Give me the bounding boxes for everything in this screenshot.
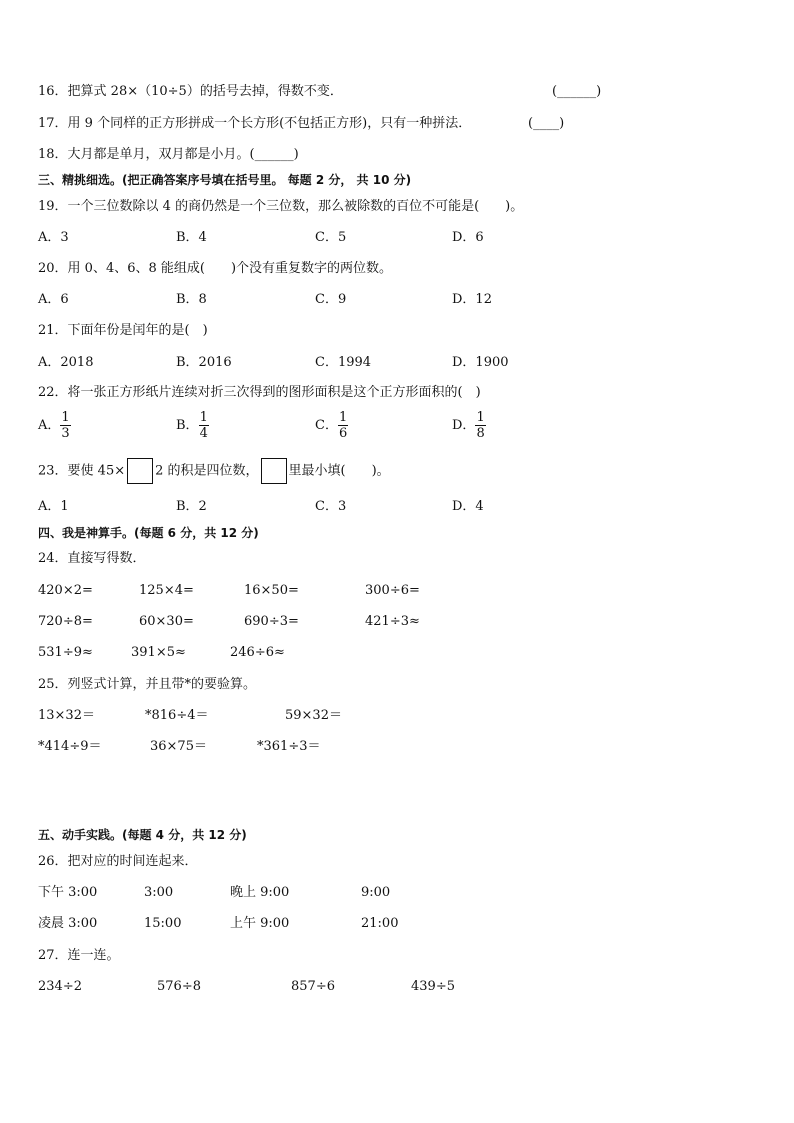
option-20-c[interactable]: C．9: [315, 292, 347, 307]
option-23-a[interactable]: A．1: [38, 499, 69, 514]
match-item[interactable]: 439÷5: [411, 979, 455, 994]
calc-item: 246÷6≈: [230, 645, 285, 660]
question-23-text-3: 里最小填( )。: [288, 463, 390, 479]
match-item[interactable]: 234÷2: [38, 979, 82, 994]
question-27: 27．连一连。: [38, 948, 120, 963]
time-item[interactable]: 9:00: [361, 885, 391, 900]
answer-box[interactable]: [261, 458, 287, 484]
calc-item: 420×2=: [38, 583, 93, 598]
time-item[interactable]: 下午 3:00: [38, 885, 98, 900]
question-25: 25．列竖式计算，并且带*的要验算。: [38, 677, 257, 692]
option-20-a[interactable]: A．6: [38, 292, 69, 307]
option-21-a[interactable]: A．2018: [38, 355, 94, 370]
time-item[interactable]: 15:00: [144, 916, 182, 931]
fraction-denominator: 3: [61, 426, 70, 441]
calc-item: 125×4=: [139, 583, 194, 598]
option-21-d[interactable]: D．1900: [452, 355, 509, 370]
fraction: [338, 410, 348, 441]
calc-item: 531÷9≈: [38, 645, 93, 660]
option-label: A．: [38, 418, 61, 433]
option-19-a[interactable]: A．3: [38, 230, 69, 245]
calc-item: 391×5≈: [131, 645, 186, 660]
calc-item: 720÷8=: [38, 614, 93, 629]
option-21-c[interactable]: C．1994: [315, 355, 372, 370]
question-18: 18．大月都是单月，双月都是小月。(______): [38, 147, 299, 162]
question-23-text-1: 23．要使 45×: [38, 463, 126, 479]
question-20: 20．用 0、4、6、8 能组成( )个没有重复数字的两位数。: [38, 261, 393, 276]
time-item[interactable]: 凌晨 3:00: [38, 916, 98, 931]
option-19-c[interactable]: C．5: [315, 230, 347, 245]
match-item[interactable]: 857÷6: [291, 979, 335, 994]
option-22-a[interactable]: [38, 410, 71, 441]
question-17: 17．用 9 个同样的正方形拼成一个长方形(不包括正方形)，只有一种拼法．: [38, 116, 472, 131]
option-21-b[interactable]: B．2016: [176, 355, 232, 370]
fraction-denominator: 6: [338, 426, 348, 441]
option-label: B．: [176, 418, 199, 433]
calc-item: 690÷3=: [244, 614, 299, 629]
option-22-d[interactable]: [452, 410, 486, 441]
time-item[interactable]: 晚上 9:00: [230, 885, 290, 900]
question-24: 24．直接写得数．: [38, 551, 146, 566]
fraction-denominator: 8: [476, 426, 485, 441]
option-19-b[interactable]: B．4: [176, 230, 207, 245]
time-item[interactable]: 21:00: [361, 916, 399, 931]
section-heading-5: 五、动手实践。(每题 4 分，共 12 分): [38, 828, 247, 842]
question-23-text-2: 2 的积是四位数，: [155, 463, 259, 479]
option-label: D．: [452, 418, 476, 433]
option-23-d[interactable]: D．4: [452, 499, 484, 514]
section-heading-3: 三、精挑细选。(把正确答案序号填在括号里。 每题 2 分， 共 10 分): [38, 173, 412, 187]
calc-item: 60×30=: [139, 614, 194, 629]
option-label: C．: [315, 418, 338, 433]
fraction: [60, 410, 70, 441]
match-item[interactable]: 576÷8: [157, 979, 201, 994]
question-21: 21．下面年份是闰年的是( ): [38, 323, 208, 338]
calc-item: 13×32＝: [38, 708, 95, 723]
fraction-numerator: 1: [338, 410, 348, 425]
option-20-b[interactable]: B．8: [176, 292, 207, 307]
answer-box[interactable]: [127, 458, 153, 484]
question-19: 19．一个三位数除以 4 的商仍然是一个三位数，那么被除数的百位不可能是( )。: [38, 199, 524, 214]
option-19-d[interactable]: D．6: [452, 230, 484, 245]
option-20-d[interactable]: D．12: [452, 292, 492, 307]
answer-blank-17[interactable]: (____): [528, 116, 565, 131]
calc-item: 300÷6=: [365, 583, 420, 598]
answer-blank-16[interactable]: (______): [552, 84, 602, 99]
option-23-c[interactable]: C．3: [315, 499, 347, 514]
question-26: 26．把对应的时间连起来．: [38, 854, 198, 869]
calc-item: 36×75＝: [150, 739, 207, 754]
fraction: [199, 410, 209, 441]
calc-item: 59×32＝: [285, 708, 342, 723]
calc-item: 421÷3≈: [365, 614, 420, 629]
section-heading-4: 四、我是神算手。(每题 6 分，共 12 分): [38, 526, 259, 540]
question-23: [38, 458, 390, 485]
option-22-c[interactable]: [315, 410, 348, 441]
fraction: [475, 410, 485, 441]
question-22: 22．将一张正方形纸片连续对折三次得到的图形面积是这个正方形面积的( ): [38, 385, 481, 400]
calc-item: *361÷3＝: [257, 739, 321, 754]
fraction-numerator: 1: [199, 410, 208, 425]
fraction-numerator: 1: [61, 410, 70, 425]
option-22-b[interactable]: [176, 410, 209, 441]
fraction-numerator: 1: [476, 410, 485, 425]
question-16: 16．把算式 28×（10÷5）的括号去掉，得数不变．: [38, 84, 343, 99]
fraction-denominator: 4: [199, 426, 208, 441]
calc-item: *414÷9＝: [38, 739, 102, 754]
time-item[interactable]: 3:00: [144, 885, 174, 900]
calc-item: 16×50=: [244, 583, 299, 598]
option-23-b[interactable]: B．2: [176, 499, 207, 514]
calc-item: *816÷4＝: [145, 708, 209, 723]
time-item[interactable]: 上午 9:00: [230, 916, 290, 931]
